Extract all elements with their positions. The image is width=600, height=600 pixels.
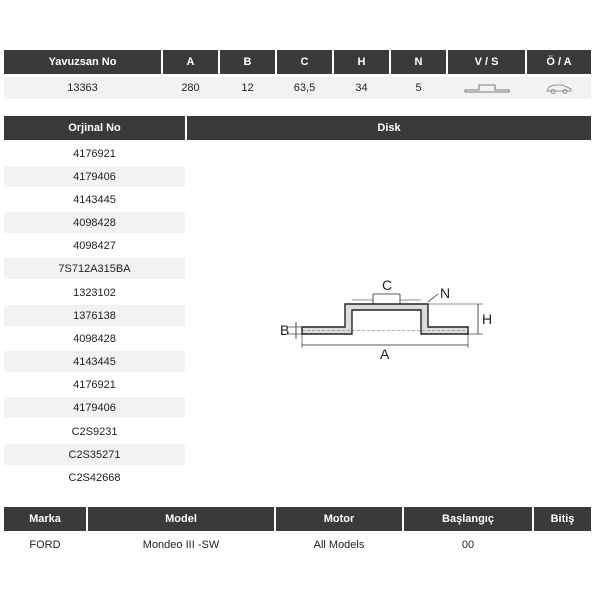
- orjinal-no-item: 7S712A315BA: [4, 258, 185, 279]
- cell-bitis: [534, 535, 591, 555]
- dimension-h-label: H: [482, 311, 493, 327]
- orjinal-no-item: 4098428: [4, 212, 185, 233]
- cell-marka: FORD: [29, 539, 61, 551]
- header-oa: Ö / A: [527, 50, 591, 74]
- orjinal-no-item: 1323102: [73, 286, 116, 299]
- cell-a: 280: [181, 82, 200, 94]
- car-front-icon: [527, 78, 591, 98]
- cell-b: 12: [241, 82, 254, 94]
- orjinal-no-item: 4098427: [73, 239, 116, 252]
- cell-h: 34: [355, 82, 368, 94]
- header-disk: Disk: [187, 116, 591, 140]
- orjinal-no-item: C2S42668: [68, 471, 121, 484]
- orjinal-no-item: C2S9231: [71, 425, 118, 438]
- orjinal-no-item: 4179406: [4, 397, 185, 418]
- header-yavuzsan-no: Yavuzsan No: [4, 50, 161, 74]
- header-h: H: [334, 50, 389, 74]
- cell-c: 63,5: [293, 82, 316, 94]
- orjinal-no-item: 4176921: [73, 147, 116, 160]
- cell-model: Mondeo III -SW: [142, 539, 220, 551]
- orjinal-no-item: C2S35271: [4, 444, 185, 465]
- header-baslangic: Başlangıç: [404, 507, 532, 531]
- header-vs: V / S: [448, 50, 525, 74]
- header-n: N: [391, 50, 446, 74]
- cell-n: 5: [415, 82, 422, 94]
- header-model: Model: [88, 507, 274, 531]
- orjinal-no-item: 1376138: [4, 305, 185, 326]
- dimension-b-label: B: [280, 322, 290, 338]
- header-orjinal-no: Orjinal No: [4, 116, 185, 140]
- header-c: C: [277, 50, 332, 74]
- disc-profile-icon: [448, 78, 525, 98]
- orjinal-no-item: 4176921: [73, 378, 116, 391]
- dimension-c-label: C: [382, 277, 393, 293]
- orjinal-no-item: 4098428: [73, 332, 116, 345]
- orjinal-no-item: 4179406: [4, 166, 185, 187]
- orjinal-no-item: 4143445: [4, 351, 185, 372]
- header-b: B: [220, 50, 275, 74]
- cell-yavuzsan-no: 13363: [67, 82, 98, 94]
- header-motor: Motor: [276, 507, 402, 531]
- cell-motor: All Models: [313, 539, 365, 551]
- orjinal-no-item: 4143445: [73, 193, 116, 206]
- header-marka: Marka: [4, 507, 86, 531]
- header-a: A: [163, 50, 218, 74]
- disk-cross-section-diagram: [278, 272, 498, 362]
- cell-baslangic: 00: [461, 539, 475, 551]
- header-bitis: Bitiş: [534, 507, 591, 531]
- dimension-n-label: N: [440, 285, 451, 301]
- dimension-a-label: A: [380, 346, 390, 362]
